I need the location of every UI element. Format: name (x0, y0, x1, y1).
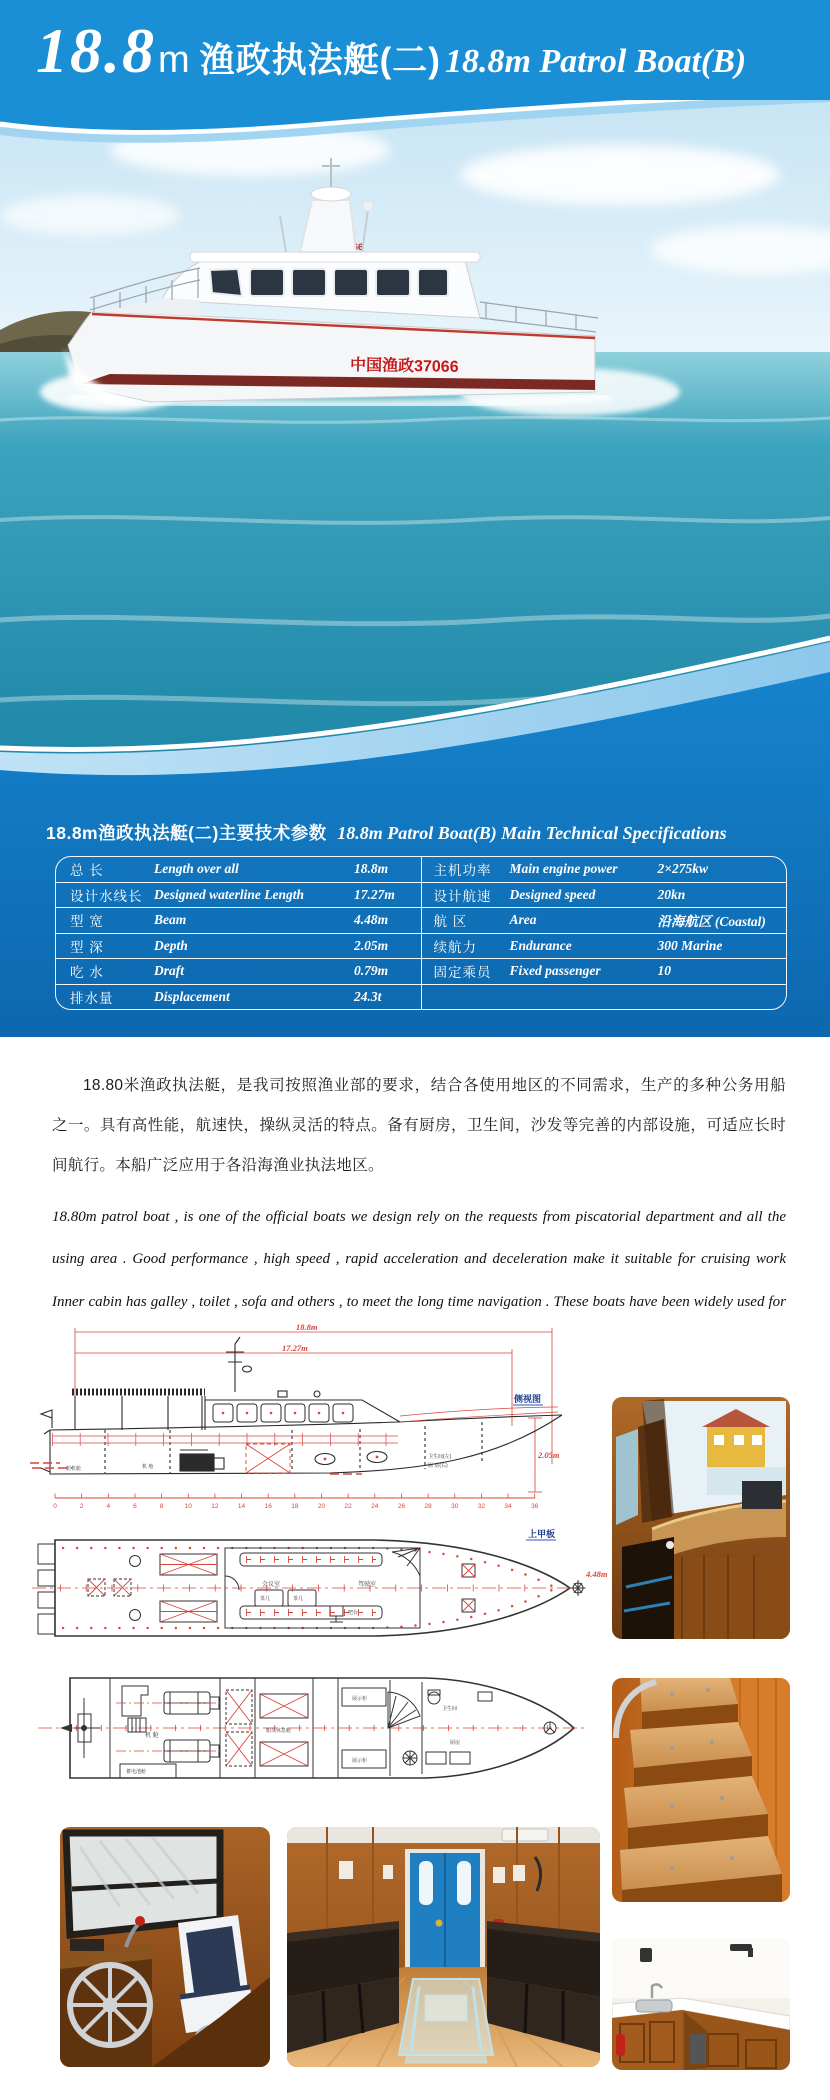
spec-value: 4.48m (354, 912, 389, 928)
spec-value: 10 (657, 963, 671, 979)
side-window (616, 1429, 638, 1525)
engine-silhouette (180, 1450, 224, 1471)
spec-label-en: Endurance (509, 937, 572, 953)
table-row (422, 857, 787, 883)
photo-helm-station (60, 1827, 270, 2067)
table-row (56, 934, 421, 960)
hull-number: 中国渔政37066 (349, 357, 459, 376)
table-row (56, 883, 421, 909)
title-chinese: 渔政执法艇(二) (199, 41, 441, 80)
spec-value: 2.05m (354, 937, 389, 953)
svg-text:30: 30 (451, 1503, 459, 1510)
label-toilet: 卫生间(左) (428, 1454, 452, 1460)
dim-waterline-length: 17.27m (282, 1343, 308, 1353)
label-cabinet: 展示柜 (352, 1696, 368, 1702)
spec-label-cn: 吃 水 (70, 965, 104, 981)
svg-text:32: 32 (477, 1503, 486, 1510)
svg-text:10: 10 (184, 1503, 192, 1510)
title-model-number: 18.8 (36, 15, 156, 86)
svg-text:36: 36 (531, 1503, 539, 1510)
stern-platform (38, 1544, 55, 1634)
spec-title-english: 18.8m Patrol Boat(B) Main Technical Specifications (337, 823, 727, 843)
spec-title-chinese: 18.8m渔政执法艇(二)主要技术参数 (46, 823, 327, 843)
scale-ruler-marks (53, 1494, 539, 1511)
title-unit: m (158, 39, 190, 81)
label-tea-table: 茶几 (293, 1596, 304, 1602)
label-galley: 厨房 (450, 1740, 461, 1746)
railings-red (30, 1407, 558, 1474)
table-row (56, 985, 421, 1010)
table-row (422, 959, 787, 985)
svg-text:14: 14 (237, 1503, 246, 1510)
svg-text:22: 22 (344, 1503, 352, 1510)
spec-label-en: Draft (154, 963, 184, 979)
spec-value: 20kn (657, 886, 686, 902)
dim-depth: 2.05m (538, 1450, 560, 1460)
spec-table (55, 856, 787, 1010)
instrument-box (742, 1481, 782, 1509)
spec-label-en: Depth (154, 937, 188, 953)
cabin-roof-band (190, 252, 480, 262)
spec-value: 24.3t (354, 988, 382, 1004)
table-row (422, 883, 787, 909)
label-toilet: 卫生间 (442, 1706, 458, 1712)
photo-galley (612, 1938, 790, 2070)
label-engine-room: 机 舱 (142, 1464, 154, 1470)
description-english: 18.80m patrol boat , is one of the official boats we design rely on the requests from piscatorial department and all the using area . Good performance , high speed , rapid acceleration and deceleration make it suitable for cruising work Inner cabin has galley , toilet , sofa and others , to meet the long time navigation . These boats have been widely used for the patrol work. (52, 1209, 786, 1352)
building-in-view (707, 1425, 765, 1467)
main-deck-plan (30, 1524, 615, 1656)
label-bar: 吧台 (348, 1610, 359, 1616)
spec-value: 沿海航区 (Coastal) (657, 914, 766, 930)
svg-text:0: 0 (53, 1503, 57, 1510)
instrument-panel (70, 1939, 104, 1951)
spec-label-en: Area (509, 912, 537, 928)
spec-label-en: Length over all (154, 861, 239, 877)
svg-text:24: 24 (371, 1503, 379, 1510)
table-row (56, 959, 421, 985)
photo-wheelhouse-window (612, 1397, 790, 1639)
dim-beam: 4.48m (586, 1569, 608, 1579)
spec-value: 300 Marine (657, 937, 723, 953)
label-galley: 厨 房(右) (428, 1463, 448, 1469)
label-steering-room: 舵机舱 (66, 1466, 82, 1472)
svg-text:28: 28 (424, 1503, 432, 1510)
table-row-empty (422, 985, 787, 1010)
spec-label-cn: 设计水线长 (70, 888, 143, 904)
spec-label-cn: 设计航速 (433, 888, 492, 904)
steering-wheel (70, 1965, 150, 2045)
ceiling (287, 1827, 600, 1843)
photo-staircase (612, 1678, 790, 1902)
description-chinese: 18.80米渔政执法艇，是我司按照渔业部的要求，结合各使用地区的不同需求，生产的多种公务用船之一。具有高性能，航速快，操纵灵活的特点。备有厨房，卫生间，沙发等完善的内部设施，可适应长时间航行。本船广泛应用于各沿海渔业执法地区。 (52, 1077, 786, 1174)
label-engine-room: 机 舱 (145, 1733, 159, 1739)
svg-text:34: 34 (504, 1503, 512, 1510)
spec-table-left-column (56, 857, 421, 1009)
upper-deck-label: 上甲板 (528, 1529, 556, 1539)
table-row (56, 908, 421, 934)
spec-value: 2×275kw (657, 861, 708, 877)
spec-value: 17.27m (354, 886, 395, 902)
hull-profile (41, 1337, 562, 1474)
spec-label-cn: 型 宽 (70, 914, 104, 930)
spec-label-en: Designed waterline Length (154, 886, 305, 902)
scale-ruler (53, 1494, 539, 1511)
svg-text:20: 20 (317, 1503, 326, 1510)
svg-text:4: 4 (106, 1503, 111, 1510)
spec-table-right-column (421, 857, 787, 1009)
spec-label-cn: 总 长 (70, 863, 104, 879)
page-title (36, 14, 746, 88)
porthole-dots (324, 1456, 379, 1461)
label-tea-table: 茶几 (260, 1596, 271, 1602)
blue-door (405, 1849, 485, 1983)
table-row (422, 934, 787, 960)
label-battery-room: 蓄电池舱 (126, 1769, 147, 1775)
spec-value: 0.79m (354, 963, 389, 979)
spec-label-cn: 续航力 (433, 939, 477, 955)
bow-symbol (571, 1580, 585, 1596)
glass-table (399, 1979, 493, 2063)
spec-label-en: Fixed passenger (509, 963, 601, 979)
centerline-arrow (60, 1724, 72, 1732)
label-meeting-room: 会议室 (262, 1582, 281, 1588)
label-wheelhouse: 驾驶室 (358, 1582, 377, 1588)
fire-extinguisher (616, 2034, 625, 2056)
svg-text:16: 16 (264, 1503, 272, 1510)
label-cabinet: 展示柜 (352, 1758, 368, 1764)
title-english: 18.8m Patrol Boat(B) (444, 43, 747, 80)
spec-label-en: Displacement (154, 988, 230, 1004)
sink (636, 2000, 672, 2012)
svg-text:6: 6 (133, 1503, 137, 1510)
label-crew-room: 船员休息舱 (266, 1728, 292, 1734)
spec-label-en: Main engine power (509, 861, 618, 877)
spec-section-title (46, 820, 806, 845)
svg-text:26: 26 (397, 1503, 406, 1510)
dim-overall-length: 18.8m (296, 1322, 318, 1332)
svg-text:2: 2 (79, 1503, 84, 1510)
spec-label-cn: 固定乘员 (433, 965, 492, 981)
spec-label-en: Beam (154, 912, 187, 928)
table-row (422, 908, 787, 934)
companionway (622, 1537, 674, 1639)
ac-unit (502, 1829, 548, 1841)
spec-label-en: Designed speed (509, 886, 596, 902)
spec-label-cn: 主机功率 (433, 863, 492, 879)
photo-salon (287, 1827, 600, 2067)
side-view-drawing (30, 1322, 615, 1522)
spec-label-cn: 型 深 (70, 939, 104, 955)
svg-text:18: 18 (291, 1503, 299, 1510)
spec-label-cn: 航 区 (433, 914, 468, 930)
svg-text:8: 8 (159, 1503, 164, 1510)
window-row (213, 1404, 353, 1422)
table-row (56, 857, 421, 883)
svg-text:12: 12 (211, 1503, 219, 1510)
lower-deck-plan (30, 1658, 615, 1798)
spec-label-cn: 排水量 (70, 990, 114, 1006)
side-view-label: 侧视图 (514, 1394, 542, 1404)
spec-value: 18.8m (354, 861, 389, 877)
